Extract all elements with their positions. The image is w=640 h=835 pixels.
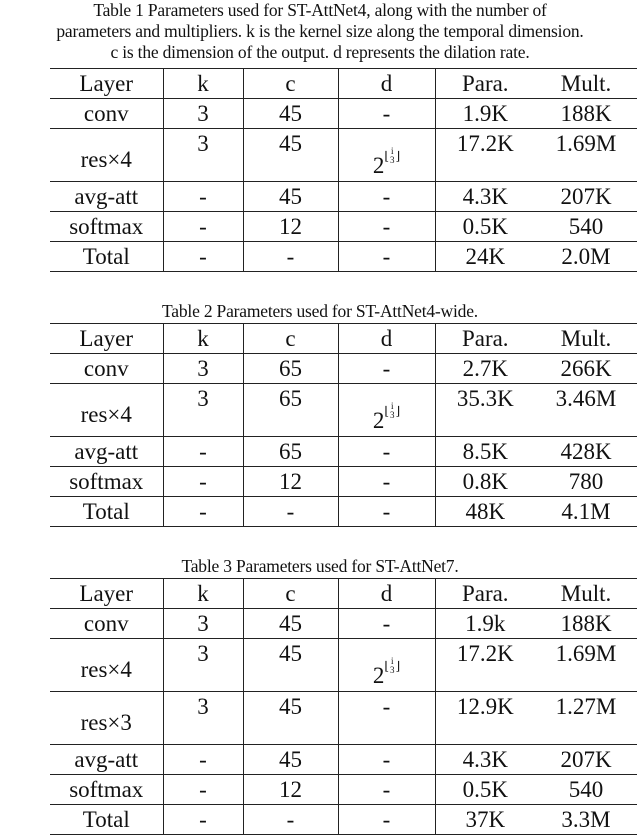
cell-layer: conv (50, 609, 163, 639)
cell-d-formula (338, 384, 435, 437)
cell-c: 45 (243, 99, 338, 129)
table-row (50, 212, 637, 242)
cell-k: - (163, 745, 243, 775)
cell-para: 12.9K (435, 692, 535, 745)
cell-d: - (338, 775, 435, 805)
cell-c: - (243, 805, 338, 835)
cell-mult: 207K (535, 182, 637, 212)
cell-layer: avg-att (50, 182, 163, 212)
cell-layer: avg-att (50, 437, 163, 467)
header-k: k (163, 324, 243, 354)
cell-mult: 266K (535, 354, 637, 384)
dilation-formula: $2^{⌊ i 3 ⌋}$ (372, 146, 401, 178)
header-c: c (243, 579, 338, 609)
header-d: d (338, 69, 435, 99)
header-row (50, 69, 637, 99)
header-row (50, 324, 637, 354)
cell-d: - (338, 354, 435, 384)
cell-c: 65 (243, 437, 338, 467)
cell-c: 12 (243, 775, 338, 805)
cell-k: - (163, 242, 243, 272)
cell-c: 45 (243, 129, 338, 182)
header-d: d (338, 579, 435, 609)
cell-para: 4.3K (435, 745, 535, 775)
cell-c: 65 (243, 384, 338, 437)
header-c: c (243, 69, 338, 99)
cell-para: 0.5K (435, 212, 535, 242)
cell-para: 0.8K (435, 467, 535, 497)
table-3 (50, 578, 637, 835)
cell-c: 45 (243, 639, 338, 692)
table-row (50, 639, 637, 692)
cell-d: - (338, 692, 435, 745)
cell-d: - (338, 242, 435, 272)
cell-layer: conv (50, 354, 163, 384)
cell-layer: softmax (50, 467, 163, 497)
table-row (50, 467, 637, 497)
cell-c: 12 (243, 212, 338, 242)
cell-d: - (338, 497, 435, 527)
cell-k: - (163, 182, 243, 212)
cell-para: 2.7K (435, 354, 535, 384)
table-3-caption: Table 3 Parameters used for ST-AttNet7. (181, 556, 459, 576)
cell-para: 8.5K (435, 437, 535, 467)
cell-mult: 3.46M (535, 384, 637, 437)
cell-para: 0.5K (435, 775, 535, 805)
cell-para: 1.9K (435, 99, 535, 129)
cell-d: - (338, 805, 435, 835)
cell-para: 35.3K (435, 384, 535, 437)
cell-para: 4.3K (435, 182, 535, 212)
table-2 (50, 323, 637, 527)
cell-k: - (163, 497, 243, 527)
header-c: c (243, 324, 338, 354)
table-row (50, 745, 637, 775)
table-row (50, 182, 637, 212)
cell-k: - (163, 775, 243, 805)
cell-c: 45 (243, 745, 338, 775)
cell-k: - (163, 212, 243, 242)
cell-para: 17.2K (435, 129, 535, 182)
cell-k: - (163, 467, 243, 497)
cell-k: 3 (163, 354, 243, 384)
cell-mult: 1.27M (535, 692, 637, 745)
cell-layer: Total (50, 805, 163, 835)
cell-k: - (163, 437, 243, 467)
cell-mult: 540 (535, 212, 637, 242)
cell-d: - (338, 467, 435, 497)
cell-mult: 780 (535, 467, 637, 497)
cell-d-formula (338, 129, 435, 182)
cell-layer: Total (50, 497, 163, 527)
cell-mult: 1.69M (535, 129, 637, 182)
table-row (50, 384, 637, 437)
cell-mult: 207K (535, 745, 637, 775)
cell-c: - (243, 242, 338, 272)
cell-para: 1.9k (435, 609, 535, 639)
header-mult: Mult. (535, 69, 637, 99)
header-layer: Layer (50, 324, 163, 354)
table-row (50, 775, 637, 805)
cell-c: 45 (243, 692, 338, 745)
cell-para: 24K (435, 242, 535, 272)
cell-layer: res×4 (50, 639, 163, 692)
cell-layer: res×4 (50, 384, 163, 437)
cell-layer: res×4 (50, 129, 163, 182)
cell-k: 3 (163, 639, 243, 692)
cell-para: 37K (435, 805, 535, 835)
cell-para: 48K (435, 497, 535, 527)
cell-layer: softmax (50, 212, 163, 242)
cell-k: 3 (163, 384, 243, 437)
cell-d-formula (338, 639, 435, 692)
table-row (50, 609, 637, 639)
cell-d: - (338, 437, 435, 467)
cell-d: - (338, 99, 435, 129)
table-1-caption: Table 1 Parameters used for ST-AttNet4, along with the number of parameters and multipliers. k is the kernel size along the temporal dimension. c is the dimension of the output. d represents the dilation rate. (56, 0, 584, 62)
cell-c: 65 (243, 354, 338, 384)
table-row (50, 99, 637, 129)
header-layer: Layer (50, 579, 163, 609)
table-row-total (50, 497, 637, 527)
cell-layer: Total (50, 242, 163, 272)
table-2-caption: Table 2 Parameters used for ST-AttNet4-wide. (162, 301, 478, 321)
cell-mult: 4.1M (535, 497, 637, 527)
header-para: Para. (435, 324, 535, 354)
header-layer: Layer (50, 69, 163, 99)
table-row-total (50, 242, 637, 272)
cell-d: - (338, 182, 435, 212)
cell-layer: conv (50, 99, 163, 129)
header-k: k (163, 579, 243, 609)
cell-layer: avg-att (50, 745, 163, 775)
cell-c: - (243, 497, 338, 527)
dilation-formula: $2^{⌊ i 3 ⌋}$ (372, 401, 401, 433)
table-row (50, 129, 637, 182)
header-d: d (338, 324, 435, 354)
cell-d: - (338, 745, 435, 775)
header-mult: Mult. (535, 579, 637, 609)
cell-mult: 2.0M (535, 242, 637, 272)
cell-k: 3 (163, 609, 243, 639)
cell-mult: 428K (535, 437, 637, 467)
cell-c: 45 (243, 609, 338, 639)
cell-mult: 1.69M (535, 639, 637, 692)
header-para: Para. (435, 69, 535, 99)
cell-c: 12 (243, 467, 338, 497)
cell-para: 17.2K (435, 639, 535, 692)
cell-k: 3 (163, 692, 243, 745)
cell-mult: 540 (535, 775, 637, 805)
table-1 (50, 68, 637, 272)
table-row (50, 437, 637, 467)
header-para: Para. (435, 579, 535, 609)
cell-k: 3 (163, 129, 243, 182)
cell-mult: 3.3M (535, 805, 637, 835)
table-row-total (50, 805, 637, 835)
cell-k: 3 (163, 99, 243, 129)
table-row (50, 692, 637, 745)
cell-k: - (163, 805, 243, 835)
cell-mult: 188K (535, 99, 637, 129)
cell-d: - (338, 212, 435, 242)
dilation-formula: $2^{⌊ i 3 ⌋}$ (372, 656, 401, 688)
header-mult: Mult. (535, 324, 637, 354)
cell-mult: 188K (535, 609, 637, 639)
header-row (50, 579, 637, 609)
cell-layer: res×3 (50, 692, 163, 745)
cell-d: - (338, 609, 435, 639)
table-row (50, 354, 637, 384)
header-k: k (163, 69, 243, 99)
cell-c: 45 (243, 182, 338, 212)
cell-layer: softmax (50, 775, 163, 805)
